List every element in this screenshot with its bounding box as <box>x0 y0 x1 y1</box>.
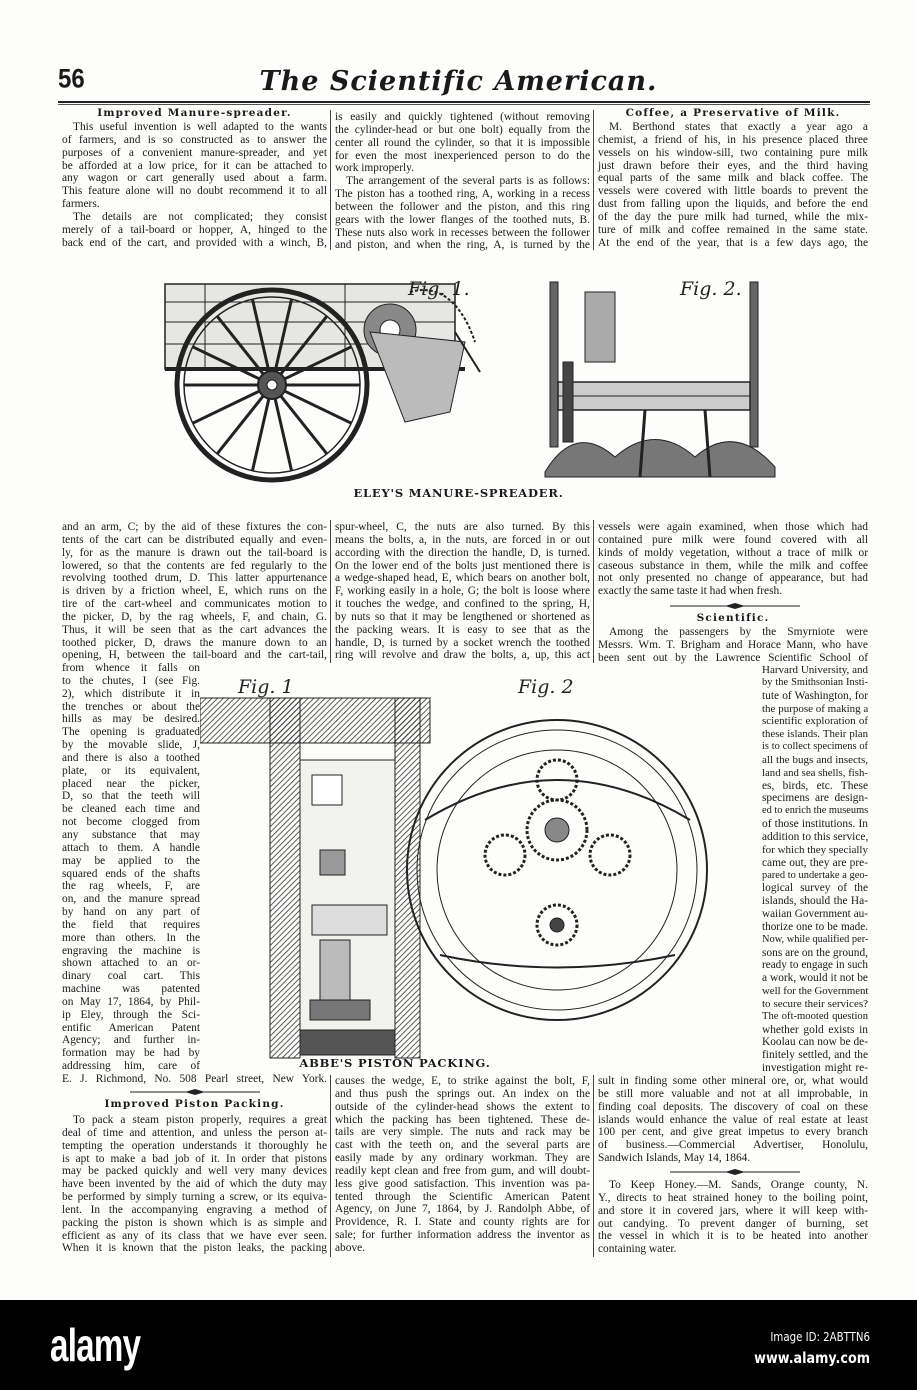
article-heading-coffee: Coffee, a Preservative of Milk. <box>625 107 841 119</box>
text-line: engraving the machine is <box>62 944 200 957</box>
text-line: the picker, D, by the rag wheels, F, and chain, G. <box>62 610 327 623</box>
text-line: addition to this service, <box>762 830 869 843</box>
text-line: shown attached to an or- <box>62 957 200 970</box>
text-line: At the end of the year, that is a few days ago, the <box>598 236 868 249</box>
text-line: The opening is graduated <box>62 726 200 739</box>
text-line: between the follower and the piston, and this ring <box>335 200 590 213</box>
text-line: and an arm, C; by the aid of these fixtures the con- <box>62 521 327 533</box>
text-line: be afforded at a low price, for it can be attached to <box>62 159 327 172</box>
figure-label: Fig. 2 <box>518 676 574 698</box>
text-line: attach to them. A handle <box>62 841 200 854</box>
text-line: specimens are design- <box>762 792 868 805</box>
text-line: the rag wheels, F, are <box>62 880 200 893</box>
text-line: islands, should the Ha- <box>762 895 868 908</box>
text-line: purposes of a convenient manure-spreader, and yet <box>62 146 327 159</box>
text-line: according with the direction the handle, D, is turned. <box>335 546 590 559</box>
text-line: thorize one to be made. <box>762 920 868 933</box>
figure-label: Fig. 1 <box>238 676 294 698</box>
text-line: 2), which distribute it in <box>62 687 200 700</box>
article-coffee-part2 <box>598 521 868 598</box>
text-line: deal of time and attention, and unless the person at- <box>62 1126 327 1139</box>
text-line: pared to undertake a geo- <box>762 869 868 881</box>
text-line: Y., directs to heat strained honey to the boiling point, <box>598 1191 868 1204</box>
text-line: formation may be had by <box>62 1047 200 1060</box>
text-line: vessels on his window-sill, two containing pure milk <box>598 146 868 159</box>
text-line: revolving toothed drum, D. This latter appurtenance <box>62 572 327 585</box>
article-piston-packing-part3 <box>335 521 590 662</box>
text-line: and store it in covered jars, where it will keep with- <box>598 1204 868 1217</box>
text-line: sult in finding some other mineral ore, or, what would <box>598 1075 868 1087</box>
masthead-title: The Scientific American. <box>259 66 658 97</box>
text-line: addressing him, care of <box>62 1060 200 1073</box>
text-line: on May 17, 1864, by Phil- <box>62 995 200 1008</box>
text-line: more than others. In the <box>62 931 200 944</box>
text-line: containing water. <box>598 1243 677 1256</box>
text-line: F, working easily in a hole, G; the bolt is loose where <box>335 585 590 598</box>
text-line: toothed picker, D, draws the manure down to an <box>62 636 327 649</box>
text-line: handle, D, is turned by a socket wrench the toothed <box>335 636 590 649</box>
text-line: spur-wheel, C, the nuts are also turned. By this <box>335 521 590 533</box>
text-line: is easily and quickly tightened (without removing <box>335 111 590 123</box>
text-line: causes the wedge, E, to strike against the bolt, F, <box>335 1075 590 1087</box>
article-piston-packing-part2 <box>335 111 590 252</box>
wheel-spoke <box>193 391 260 423</box>
text-line: ring will revolve and draw the bolts, a, up, this act <box>335 649 590 662</box>
text-line: These nuts also work in recesses between the follower <box>335 226 590 239</box>
text-line: the purpose of making a <box>762 702 869 715</box>
article-scientific-part2 <box>762 664 868 1075</box>
text-line: whether gold exists in <box>762 1023 868 1036</box>
text-line: the packing wears. It is easy to see that as the <box>335 623 590 636</box>
column-rule <box>593 110 594 250</box>
article-keep-honey <box>598 1179 868 1256</box>
text-line: by the Smithsonian Insti- <box>762 676 868 688</box>
header-rule <box>58 101 870 103</box>
text-line: The arrangement of the several parts is as follows: <box>346 175 590 188</box>
text-line: Agency, on June 7, 1864, by J. Randolph Abbe, of <box>335 1203 590 1216</box>
text-line: any wagon or cart generally used about a farm. <box>62 172 327 185</box>
text-line: and thus push the springs out. An index on the <box>335 1087 590 1100</box>
text-line: the trenches or about the <box>62 700 200 713</box>
article-manure-spreader-address <box>62 1073 327 1086</box>
text-line: for even the most inexperienced person to do the <box>335 149 590 162</box>
text-line: easily made by any ordinary workman. They are <box>335 1152 590 1165</box>
text-line: all the bugs and insects, <box>762 753 868 766</box>
column-rule <box>593 1075 594 1257</box>
text-line: tempting the operation understands it thoroughly he <box>62 1139 327 1152</box>
text-line: equal parts of the same milk and black coffee. The <box>598 172 868 185</box>
text-line: came out, they are pre- <box>762 856 868 869</box>
text-line: not become clogged from <box>62 816 200 829</box>
text-line: finding coal deposits. The discovery of coal on these <box>598 1100 868 1113</box>
article-manure-spreader-part3 <box>62 662 200 1073</box>
article-heading-scientific: Scientific. <box>696 612 770 624</box>
text-line: contained pure milk were found covered with all <box>598 533 868 546</box>
figure-label: Fig. 2. <box>680 278 742 300</box>
text-line: it touches the wedge, and confined to the spring, H, <box>335 598 590 611</box>
text-line: for which they specially <box>762 843 868 856</box>
text-line: investigation might re- <box>762 1062 868 1075</box>
text-line: D, so that the teeth will <box>62 790 200 803</box>
text-line: be cleaned each time and <box>62 803 200 816</box>
article-scientific-part3 <box>598 1075 868 1165</box>
text-line: E. J. Richmond, No. 508 Pearl street, New York. <box>62 1073 327 1085</box>
text-line: the cylinder-head or but one bolt) equally from the <box>335 123 590 136</box>
article-manure-spreader-part2 <box>62 521 327 662</box>
text-line: Agency; and further in- <box>62 1034 200 1047</box>
text-line: be performed by simply turning a screw, or its equiva- <box>62 1191 327 1204</box>
figure-label: Fig. 1. <box>408 278 470 300</box>
text-line: To Keep Honey.—M. Sands, Orange county, N. <box>609 1179 868 1191</box>
text-line: well for the Government <box>762 985 869 998</box>
text-line: packing the piston is shown which is as simple and <box>62 1216 327 1229</box>
text-line: es, birds, etc. These <box>762 779 868 792</box>
text-line: back end of the cart, and provided with a winch, B, <box>62 236 327 249</box>
text-line: Koolau can now be de- <box>762 1036 868 1049</box>
text-line: of those institutions. In <box>762 818 868 831</box>
figure-caption-abbe: ABBE'S PISTON PACKING. <box>299 1056 491 1070</box>
text-line: of the day the pure milk had turned, while the mix- <box>598 210 868 223</box>
text-line: entific American Patent <box>62 1021 200 1034</box>
figure-caption-eley: ELEY'S MANURE-SPREADER. <box>353 486 564 500</box>
text-line: on, and the manure spread <box>62 893 200 906</box>
text-line: islands would enhance the value of real estate at least <box>598 1113 868 1126</box>
text-line: these islands. Their plan <box>762 728 868 741</box>
text-line: tire of the cart-wheel and communicates motion to <box>62 598 327 611</box>
text-line: The piston has a toothed ring, A, working in a recess <box>335 188 590 201</box>
text-line: vessels were covered with little boards to prevent the <box>598 185 868 198</box>
text-line: gears with the lower flanges of the toothed nuts, B. <box>335 213 590 226</box>
text-line: readily kept clean and free from gum, and will doubt- <box>335 1164 590 1177</box>
abbe-piston-packing-illustration <box>200 670 760 1060</box>
text-line: dinary coal cart. This <box>62 970 200 983</box>
text-line: less give good satisfaction. This invention was pa- <box>335 1177 590 1190</box>
text-line: This useful invention is well adapted to the wants <box>73 121 327 133</box>
text-line: farmers. <box>62 198 100 211</box>
text-line: just drawn before their eyes, and the third having <box>598 159 868 172</box>
article-piston-packing-part1 <box>62 1114 327 1255</box>
text-line: When it is known that the piston leaks, the packing <box>62 1242 327 1255</box>
text-line: Among the passengers by the Smyrniote were <box>609 626 868 638</box>
text-line: To pack a steam piston properly, requires a great <box>73 1114 327 1126</box>
text-line: to secure their services? <box>762 997 868 1010</box>
spreader-figure-2 <box>545 282 775 477</box>
text-line: is to collect specimens of <box>762 741 868 753</box>
text-line: merely of a tail-board or hopper, A, hinged to the <box>62 223 327 236</box>
text-line: means the bolts, a, in the nuts, are forced in or out <box>335 533 590 546</box>
text-line: finitely settled, and the <box>762 1049 868 1062</box>
text-line: tents of the cart can be distributed equally and even- <box>62 533 327 546</box>
article-scientific-part1 <box>598 626 868 665</box>
text-line: center all round the cylinder, so that it is impossible <box>335 136 590 149</box>
text-line: plate, or its equivalent, <box>62 764 200 777</box>
eley-manure-spreader-illustration <box>145 272 785 487</box>
watermark-logo: alamy <box>50 1319 141 1371</box>
text-line: a wedge-shaped head, E, which bears on another bolt, <box>335 572 590 585</box>
column-rule <box>330 1075 331 1257</box>
text-line: is driven by a friction wheel, E, which runs on the <box>62 585 327 598</box>
text-line: from whence it falls on <box>62 662 200 674</box>
wheel-spoke <box>285 391 352 423</box>
text-line: tute of Washington, for <box>762 689 868 702</box>
text-line: and there is also a toothed <box>62 751 200 764</box>
article-coffee-part1 <box>598 121 868 249</box>
text-line: hills as may be desired. <box>62 713 200 726</box>
wheel-spoke <box>217 396 263 454</box>
text-line: of farmers, and is so constructed as to answer the <box>62 133 327 146</box>
text-line: to the chutes, I (see Fig. <box>62 674 200 687</box>
text-line: chemist, a friend of his, in his presence placed three <box>598 133 868 146</box>
header-rule-thin <box>58 104 870 105</box>
text-line: On the lower end of the bolts just mentioned there is <box>335 559 590 572</box>
wheel-spoke <box>281 396 327 454</box>
text-line: Messrs. Wm. T. Brigham and Horace Mann, who have <box>598 638 868 651</box>
text-line: any substance that may <box>62 828 200 841</box>
text-line: above. <box>335 1241 366 1254</box>
text-line: been sent out by the Lawrence Scientific School of <box>598 651 868 664</box>
text-line: Sandwich Islands, May 14, 1864. <box>598 1152 751 1165</box>
text-line: by hand on any part of <box>62 906 200 919</box>
text-line: Thus, it will be seen that as the cart advances the <box>62 623 327 636</box>
section-divider <box>670 1168 800 1176</box>
watermark-image-id: Image ID: 2ABTTN6 <box>770 1330 870 1344</box>
text-line: cast with the teeth on, and the several parts are <box>335 1139 590 1152</box>
text-line: The details are not complicated; they consist <box>73 210 327 223</box>
text-line: Harvard University, and <box>762 664 868 676</box>
text-line: lent. In the accompanying engraving a method of <box>62 1203 327 1216</box>
text-line: of business.—Commercial Advertiser, Honolulu, <box>598 1139 868 1152</box>
section-divider <box>670 602 800 610</box>
text-line: scientific exploration of <box>762 715 868 728</box>
article-manure-spreader-part1 <box>62 121 327 249</box>
text-line: by the movable slide, J, <box>62 739 200 752</box>
text-line: ip Eley, through the Sci- <box>62 1008 200 1021</box>
wheel-spoke <box>252 399 268 471</box>
text-line: which the packing has been tightened. These de- <box>335 1113 590 1126</box>
text-line: tails are very simple. The nuts and rack may be <box>335 1126 590 1139</box>
text-line: logical survey of the <box>762 882 868 895</box>
text-line: kinds of moldy vegetation, without a trace of milk or <box>598 546 868 559</box>
text-line: outside of the cylinder-head shows the extent to <box>335 1100 590 1113</box>
cart-figure <box>165 284 480 480</box>
text-line: exactly the same taste it had when fresh. <box>598 585 783 598</box>
text-line: not only presented no change of appearance, but had <box>598 572 868 585</box>
text-line: out candying. To prevent danger of burning, set <box>598 1217 868 1230</box>
text-line: and piston, and when the ring, A, is turned by the <box>335 239 590 252</box>
column-rule <box>593 520 594 663</box>
text-line: opening, H, between the tail-board and the cart-tail, <box>62 649 327 662</box>
text-line: be still more valuable and not at all improbable, in <box>598 1087 868 1100</box>
page-number: 56 <box>58 64 85 95</box>
text-line: lowered, so that the contents are fed regularly to the <box>62 559 327 572</box>
column-rule <box>330 520 331 663</box>
text-line: the vessel in which it is to be heated into another <box>598 1230 868 1243</box>
text-line: This feature alone will no doubt recommend it to all <box>62 185 327 198</box>
wheel-spoke <box>275 399 291 471</box>
text-line: sale; for further information address the inventor as <box>335 1229 590 1242</box>
article-heading-manure-spreader: Improved Manure-spreader. <box>97 107 292 119</box>
text-line: efficient as any of its class that we have ever seen. <box>62 1229 327 1242</box>
text-line: ready to engage in such <box>762 959 868 972</box>
text-line: have been invented by the aid of which the duty may <box>62 1178 327 1191</box>
article-heading-piston-packing: Improved Piston Packing. <box>104 1098 285 1110</box>
text-line: is apt to make a bad job of it. In order that pistons <box>62 1152 327 1165</box>
text-line: squared ends of the shafts <box>62 867 200 880</box>
column-rule <box>330 110 331 250</box>
text-line: sons are on the ground, <box>762 946 868 959</box>
text-line: work improperly. <box>335 162 414 175</box>
text-line: Providence, R. I. State and county rights are for <box>335 1216 590 1229</box>
article-piston-packing-part4 <box>335 1075 590 1255</box>
text-line: 100 per cent, and give great impetus to every branch <box>598 1126 868 1139</box>
piston-section-figure-1 <box>200 698 430 1058</box>
text-line: ture of milk and coffee remained in the same state. <box>598 223 868 236</box>
text-line: caseous substance in them, while the milk and coffee <box>598 559 868 572</box>
piston-plan-figure-2 <box>407 720 707 1020</box>
text-line: dust from falling upon the liquids, and before the end <box>598 198 868 211</box>
text-line: tented through the Scientific American Patent <box>335 1190 590 1203</box>
watermark-url: www.alamy.com <box>754 1349 870 1367</box>
text-line: vessels were again examined, when those which had <box>598 521 868 533</box>
text-line: may be packed quickly and well very many devices <box>62 1165 327 1178</box>
text-line: by nuts so that it may be lengthened or shortened as <box>335 610 590 623</box>
text-line: ed to enrich the museums <box>762 805 869 817</box>
text-line: Now, while qualified per- <box>762 933 869 945</box>
text-line: a work, would it not be <box>762 972 868 985</box>
text-line: ly, for as the manure is drawn out the tail-board is <box>62 546 327 559</box>
text-line: The oft-mooted question <box>762 1010 868 1022</box>
text-line: waiian Government au- <box>762 908 868 921</box>
text-line: M. Berthond states that exactly a year ago a <box>609 121 868 133</box>
text-line: may be applied to the <box>62 854 200 867</box>
text-line: placed near the picker, <box>62 777 200 790</box>
text-line: machine was patented <box>62 983 200 996</box>
section-divider <box>130 1088 260 1096</box>
text-line: land and sea shells, fish- <box>762 766 868 779</box>
text-line: the field that requires <box>62 918 200 931</box>
